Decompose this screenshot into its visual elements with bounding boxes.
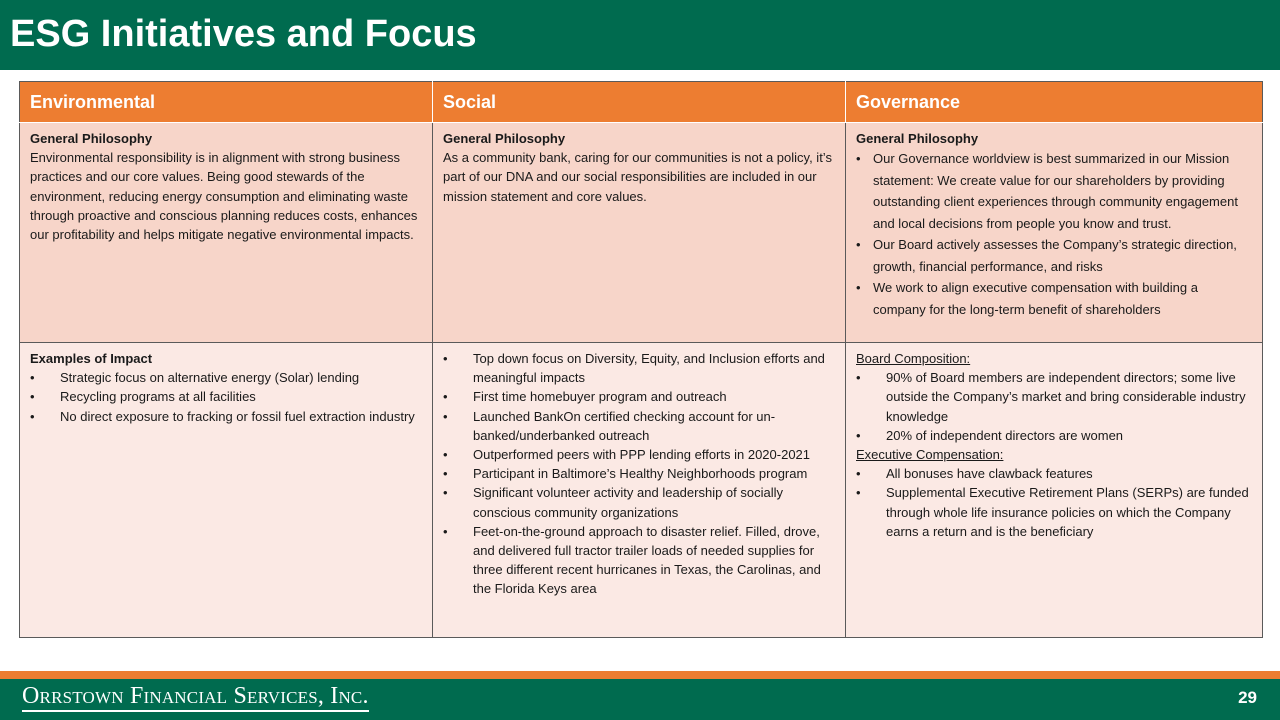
- list-item: • Feet-on-the-ground approach to disaster relief. Filled, drove, and delivered full tractor trailer loads of needed supplies for three different recent hurricanes in Texas, the Carolinas, and the Florida Keys area: [443, 522, 835, 599]
- list-item: • No direct exposure to fracking or fossil fuel extraction industry: [30, 407, 422, 426]
- social-philosophy-text: As a community bank, caring for our communities is not a policy, it’s part of our DNA and our social responsibilities are included in our mission statement and core values.: [443, 150, 832, 204]
- list-item: • First time homebuyer program and outreach: [443, 387, 835, 406]
- list-item: • All bonuses have clawback features: [856, 464, 1252, 483]
- page-number: 29: [1238, 688, 1257, 707]
- environmental-impact-list: [30, 368, 422, 426]
- social-impact-list: [443, 349, 835, 599]
- list-item: • 20% of independent directors are women: [856, 426, 1252, 445]
- philosophy-row: [20, 123, 1263, 343]
- executive-compensation-heading: Executive Compensation:: [856, 447, 1004, 463]
- environmental-impact-heading: Examples of Impact: [30, 351, 153, 366]
- list-item: • Participant in Baltimore’s Healthy Neighborhoods program: [443, 464, 835, 483]
- list-item: • Launched BankOn certified checking account for un-banked/underbanked outreach: [443, 407, 835, 445]
- list-item: • Top down focus on Diversity, Equity, and Inclusion efforts and meaningful impacts: [443, 349, 835, 387]
- social-philosophy-cell: [433, 123, 846, 343]
- social-impact-cell: [433, 343, 846, 638]
- list-item: • Recycling programs at all facilities: [30, 387, 422, 406]
- environmental-impact-cell: [20, 343, 433, 638]
- impact-row: [20, 343, 1263, 638]
- header-social: Social: [433, 82, 846, 123]
- list-item: • We work to align executive compensation with building a company for the long-term benefit of shareholders: [856, 277, 1252, 320]
- executive-compensation-list: [856, 464, 1252, 541]
- page-title: ESG Initiatives and Focus: [10, 13, 477, 55]
- header-environmental: Environmental: [20, 82, 433, 123]
- governance-philosophy-cell: [846, 123, 1263, 343]
- table-header-row: [20, 82, 1263, 123]
- footer-accent-stripe: [0, 671, 1280, 679]
- social-philosophy-heading: General Philosophy: [443, 131, 566, 146]
- governance-philosophy-heading: General Philosophy: [856, 131, 979, 146]
- list-item: • Strategic focus on alternative energy (Solar) lending: [30, 368, 422, 387]
- board-composition-list: [856, 368, 1252, 445]
- esg-table: [19, 81, 1263, 638]
- company-logo-text: Orrstown Financial Services, Inc.: [22, 682, 369, 712]
- title-bar: [0, 0, 1280, 70]
- environmental-philosophy-cell: [20, 123, 433, 343]
- board-composition-heading: Board Composition:: [856, 351, 971, 366]
- list-item: • Outperformed peers with PPP lending efforts in 2020-2021: [443, 445, 835, 464]
- list-item: • 90% of Board members are independent directors; some live outside the Company’s market and bring considerable industry knowledge: [856, 368, 1252, 426]
- list-item: • Supplemental Executive Retirement Plans (SERPs) are funded through whole life insurance policies on which the Company earns a return and is the beneficiary: [856, 483, 1252, 541]
- list-item: • Significant volunteer activity and leadership of socially conscious community organizations: [443, 483, 835, 521]
- list-item: • Our Board actively assesses the Company’s strategic direction, growth, financial performance, and risks: [856, 234, 1252, 277]
- header-governance: Governance: [846, 82, 1263, 123]
- list-item: • Our Governance worldview is best summarized in our Mission statement: We create value for our shareholders by providing outstanding client experiences through community engagement and local decisions from people you know and trust.: [856, 148, 1252, 234]
- governance-impact-cell: [846, 343, 1263, 638]
- environmental-philosophy-heading: General Philosophy: [30, 131, 153, 146]
- governance-philosophy-list: [856, 148, 1252, 320]
- environmental-philosophy-text: Environmental responsibility is in alignment with strong business practices and our core values. Being good stewards of the environment, reducing energy consumption and eliminating waste through proactive and conscious planning reduces costs, enhances our profitability and helps mitigate negative environmental impacts.: [30, 150, 418, 243]
